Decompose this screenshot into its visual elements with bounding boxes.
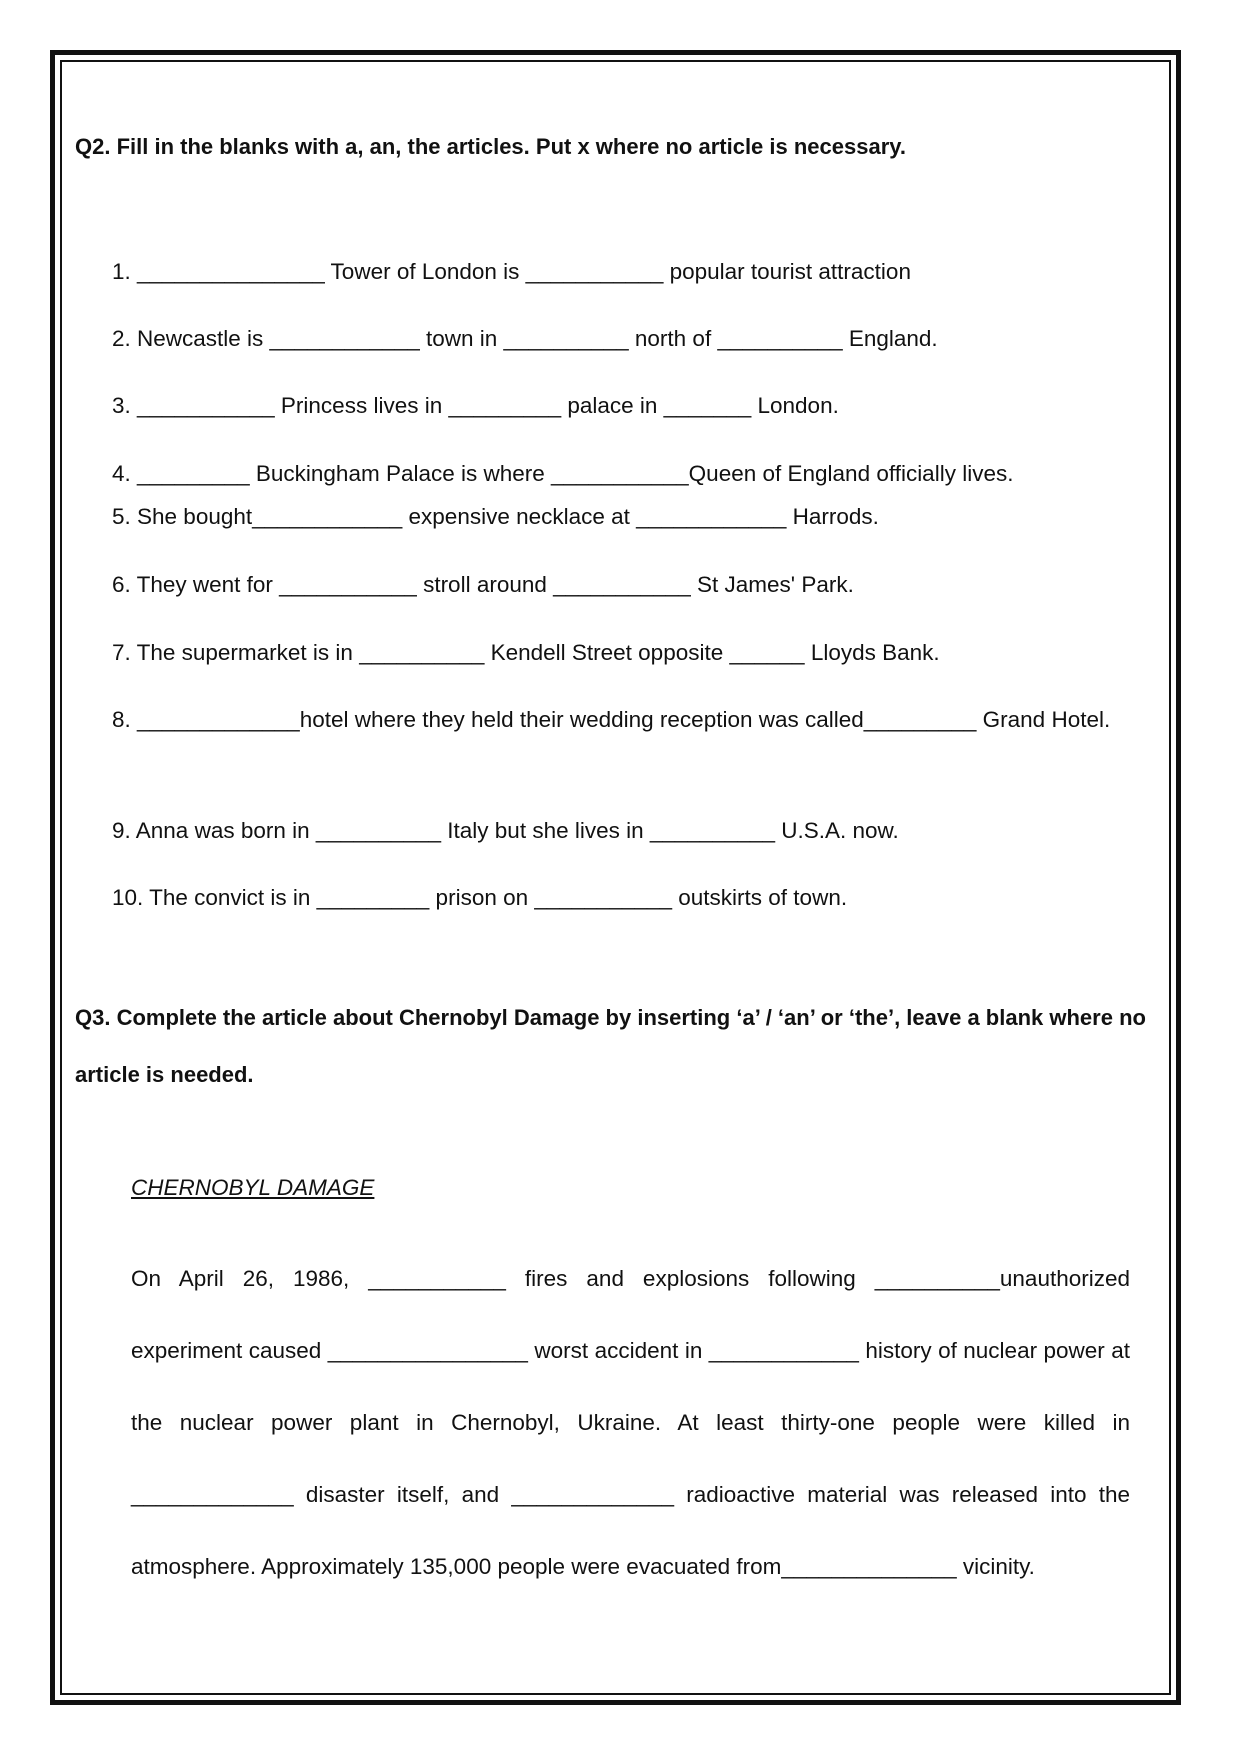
q2-heading: Q2. Fill in the blanks with a, an, the articles. Put x where no article is necessary. [75, 134, 906, 159]
q2-item-1: 1. _______________ Tower of London is ___________ popular tourist attraction [112, 259, 911, 284]
article-paragraph: On April 26, 1986, ___________ fires and explosions following __________unauthorized experiment caused ________________ worst accident in ____________ history of nuclear power at the nuclear power plant in Chernobyl, Ukraine. At least thirty-one people were killed in _____________ disaster itself, and _____________ radioactive material was released into the atmosphere. Approximately 135,000 people were evacuated from______________ vicinity. [131, 1266, 1130, 1579]
q2-item-3: 3. ___________ Princess lives in _________ palace in _______ London. [112, 393, 839, 418]
article-title: CHERNOBYL DAMAGE [131, 1175, 375, 1200]
q2-item-9: 9. Anna was born in __________ Italy but she lives in __________ U.S.A. now. [112, 818, 899, 843]
q2-item-8: 8. _____________hotel where they held their wedding reception was called_________ Grand Hotel. [112, 707, 1111, 732]
q2-item-7: 7. The supermarket is in __________ Kendell Street opposite ______ Lloyds Bank. [112, 640, 940, 665]
q2-item-4: 4. _________ Buckingham Palace is where ___________Queen of England officially lives. [112, 461, 1014, 486]
q2-item-2: 2. Newcastle is ____________ town in __________ north of __________ England. [112, 326, 938, 351]
q2-item-10: 10. The convict is in _________ prison on ___________ outskirts of town. [112, 885, 848, 910]
q2-item-6: 6. They went for ___________ stroll around ___________ St James' Park. [112, 572, 854, 597]
q3-heading: Q3. Complete the article about Chernobyl Damage by inserting ‘a’ / ‘an’ or ‘the’, leave a blank where no article is needed. [75, 1005, 1146, 1087]
q2-item-5: 5. She bought____________ expensive necklace at ____________ Harrods. [112, 504, 879, 529]
